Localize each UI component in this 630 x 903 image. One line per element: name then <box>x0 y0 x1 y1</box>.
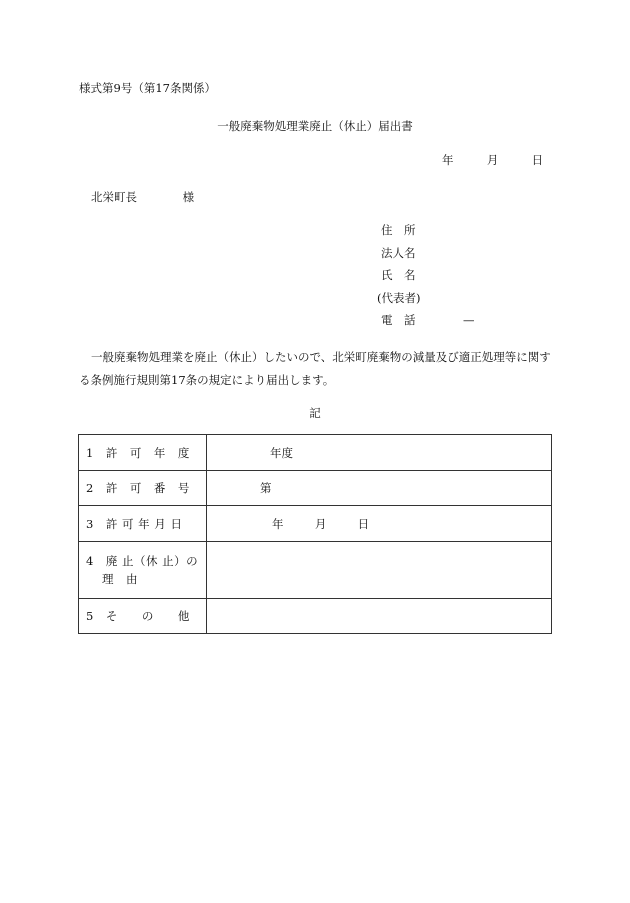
reason-label-line1: 4 廃 止（休 止）の <box>86 554 199 568</box>
reason-value[interactable] <box>207 542 552 599</box>
other-label: 5 そ の 他 <box>79 599 207 634</box>
reason-label-line2: 理 由 <box>102 572 138 586</box>
table-row <box>79 542 552 599</box>
submission-date <box>442 152 543 168</box>
applicant-block <box>377 223 475 336</box>
date-day: 日 <box>531 153 544 167</box>
permit-date-day: 日 <box>357 516 370 531</box>
form-number: 様式第9号（第17条関係） <box>79 81 216 95</box>
permit-date-year: 年 <box>272 516 284 531</box>
recipient-name: 北栄町長 <box>91 190 137 204</box>
permit-year-value[interactable] <box>207 435 552 471</box>
ki-heading: 記 <box>309 406 321 420</box>
permit-date-value[interactable] <box>207 506 552 542</box>
permit-date-label: 3 許 可 年 月 日 <box>79 506 207 542</box>
permit-date-month: 月 <box>314 516 327 531</box>
permit-number-value[interactable] <box>207 471 552 506</box>
representative-label: (代表者) <box>377 290 421 305</box>
reason-label <box>79 542 207 599</box>
permit-year-label: 1 許 可 年 度 <box>79 435 207 471</box>
table-row <box>79 435 552 471</box>
permit-number-prefix: 第 <box>260 481 272 495</box>
items-table <box>78 434 552 634</box>
permit-year-suffix: 年度 <box>270 445 293 460</box>
table-row <box>79 471 552 506</box>
corporation-label: 法人名 <box>381 245 416 260</box>
other-value[interactable] <box>207 599 552 634</box>
date-year: 年 <box>442 153 454 167</box>
permit-number-label: 2 許 可 番 号 <box>79 471 207 506</box>
notice-body: 一般廃棄物処理業を廃止（休止）したいので、北栄町廃棄物の減量及び適正処理等に関する条例施行規則第17条の規定により届出します。 <box>79 350 551 387</box>
document-title: 一般廃棄物処理業廃止（休止）届出書 <box>217 119 413 133</box>
name-label: 氏 名 <box>381 268 416 282</box>
table-row <box>79 599 552 634</box>
date-month: 月 <box>486 153 499 167</box>
phone-dash: — <box>463 313 475 327</box>
table-row <box>79 506 552 542</box>
phone-label: 電 話 <box>381 313 416 327</box>
recipient <box>91 189 194 205</box>
address-label: 住 所 <box>381 223 416 237</box>
recipient-honorific: 様 <box>182 190 195 204</box>
